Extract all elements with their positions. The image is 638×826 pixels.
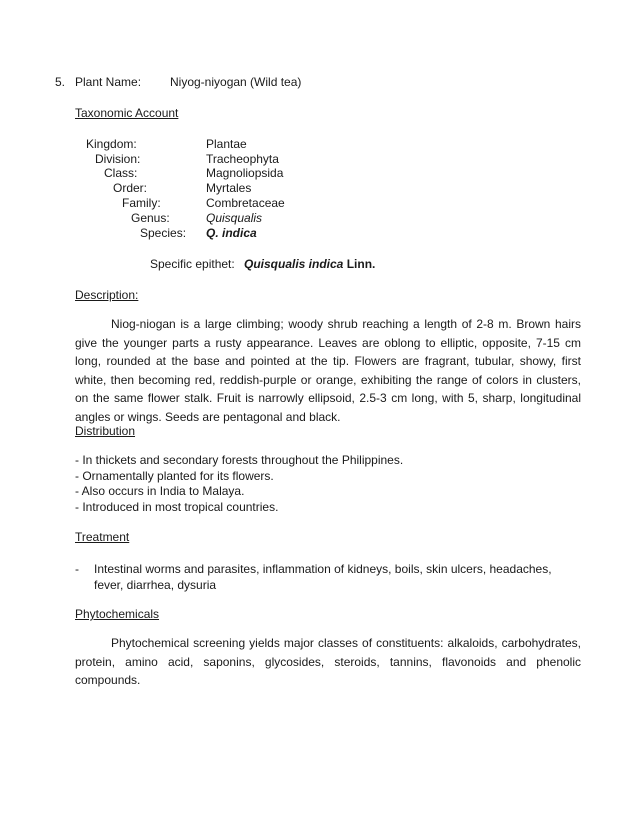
list-item: - Ornamentally planted for its flowers. bbox=[75, 468, 274, 483]
rank-species-label: Species: bbox=[140, 226, 187, 240]
entry-number: 5. bbox=[55, 75, 66, 89]
list-item: - In thickets and secondary forests throughout the Philippines. bbox=[75, 453, 404, 467]
phytochemicals-paragraph: Phytochemical screening yields major classes of constituents: alkaloids, carbohydrates, protein, amino acid, saponins, glycosides, steroids, tannins, flavonoids and phenolic compounds. bbox=[75, 636, 581, 688]
epithet-value bbox=[244, 257, 375, 272]
distribution-heading: Distribution bbox=[75, 424, 136, 438]
rank-family-label: Family: bbox=[122, 196, 161, 210]
rank-kingdom-value: Plantae bbox=[206, 137, 247, 151]
description-paragraph: Niog-niogan is a large climbing; woody shrub reaching a length of 2-8 m. Brown hairs give the younger parts a rusty appearance. Leaves are oblong to elliptic, opposite, 7-15 cm long, rounded at the base and pointed at the tip. Flowers are fragrant, tubular, showy, first white, then becoming red, reddish-purple or orange, exhibiting the range of colors in clusters, on the same flower stalk. Fruit is narrowly ellipsoid, 2.5-3 cm long, with 5, sharp, longitudinal angles or wings. Seeds are pentagonal and black. bbox=[75, 317, 581, 424]
treatment-dash: - bbox=[75, 562, 79, 576]
epithet-name: Quisqualis indica bbox=[244, 257, 344, 271]
treatment-text: Intestinal worms and parasites, inflammation of kidneys, boils, skin ulcers, headaches, fever, diarrhea, dysuria bbox=[94, 562, 552, 592]
rank-genus-value: Quisqualis bbox=[206, 211, 263, 225]
list-item: - Introduced in most tropical countries. bbox=[75, 499, 279, 514]
plant-name-label: Plant Name: bbox=[75, 75, 142, 89]
description-heading: Description: bbox=[75, 288, 139, 302]
treatment-heading: Treatment bbox=[75, 530, 130, 544]
rank-order-value: Myrtales bbox=[206, 181, 252, 195]
rank-division-value: Tracheophyta bbox=[206, 152, 279, 166]
list-item: - Also occurs in India to Malaya. bbox=[75, 484, 245, 499]
rank-division-label: Division: bbox=[95, 152, 141, 166]
phytochemicals-heading: Phytochemicals bbox=[75, 607, 160, 621]
rank-class-value: Magnoliopsida bbox=[206, 166, 284, 180]
rank-species-value: Q. indica bbox=[206, 226, 257, 240]
treatment-item bbox=[75, 561, 581, 593]
plant-name-value: Niyog-niyogan (Wild tea) bbox=[170, 75, 302, 89]
rank-order-label: Order: bbox=[113, 181, 148, 195]
rank-kingdom-label: Kingdom: bbox=[86, 137, 137, 151]
taxonomy-heading: Taxonomic Account bbox=[75, 106, 179, 120]
rank-family-value: Combretaceae bbox=[206, 196, 285, 210]
rank-genus-label: Genus: bbox=[131, 211, 170, 225]
epithet-label: Specific epithet: bbox=[150, 257, 235, 271]
epithet-author: Linn. bbox=[346, 257, 376, 271]
rank-class-label: Class: bbox=[104, 166, 138, 180]
distribution-list bbox=[75, 453, 403, 515]
